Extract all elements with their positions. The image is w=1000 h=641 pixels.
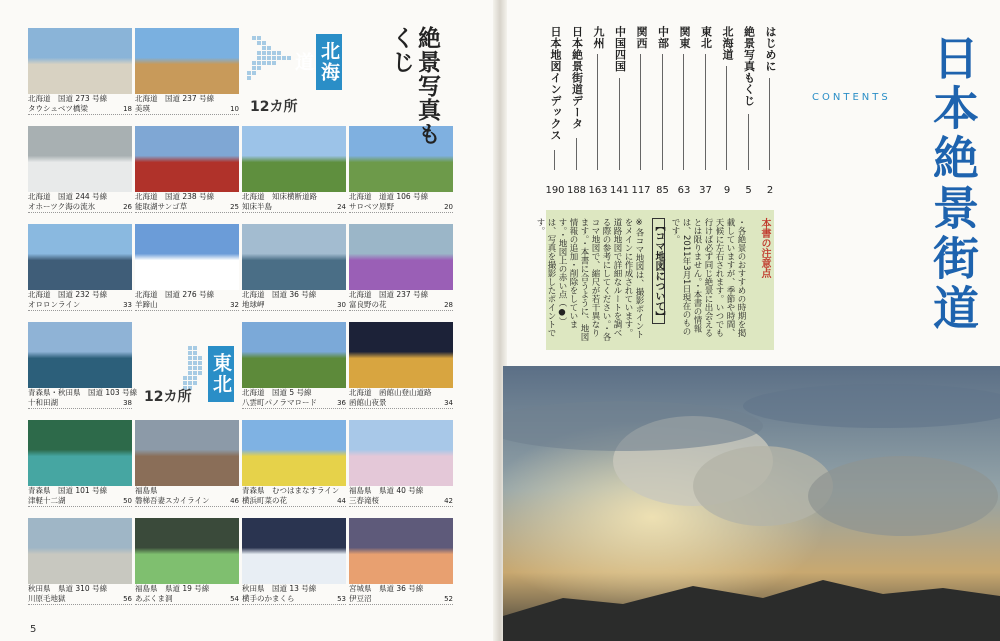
- caption-place: 磐梯吾妻スカイライン: [135, 496, 210, 505]
- caption-region-route: 福島県: [135, 486, 158, 495]
- caption-place: 地球岬: [242, 300, 265, 309]
- toc-item[interactable]: [631, 26, 651, 196]
- map-notes-heading: 【コマ地図について】: [652, 218, 665, 324]
- toc-item[interactable]: [653, 26, 673, 196]
- toc-label: 日本絶景街道データ: [570, 26, 584, 130]
- photo-tile: [349, 322, 453, 409]
- caption-place: 函館山夜景: [349, 398, 387, 407]
- photo-tile: [349, 224, 453, 311]
- toc-item[interactable]: [545, 26, 565, 196]
- caption-region-route: 北海道 国道 273 号線: [28, 94, 108, 103]
- caption-place: あぶくま洞: [135, 594, 173, 603]
- caption-place: 津軽十二湖: [28, 496, 66, 505]
- photo-thumbnail: [135, 518, 239, 584]
- toc-page-number: 141: [609, 185, 630, 196]
- toc-page-number: 5: [745, 185, 752, 196]
- toc-page-number: 188: [566, 185, 587, 196]
- photo-caption: [28, 486, 132, 507]
- notes-heading: 本書の注意点: [759, 218, 770, 278]
- region-count-hokkaido: 12カ所: [250, 99, 298, 115]
- toc-page-number: 2: [766, 185, 774, 196]
- caption-page: 46: [230, 497, 239, 505]
- page-number: 5: [30, 624, 37, 635]
- region-box-tohoku: [138, 340, 242, 432]
- caption-region-route: 北海道 国道 238 号線: [135, 192, 215, 201]
- caption-page: 56: [123, 595, 132, 603]
- caption-page: 44: [337, 497, 346, 505]
- toc-label: 北海道: [721, 26, 734, 61]
- photo-thumbnail: [242, 224, 346, 290]
- photo-caption: [242, 192, 346, 213]
- toc-item[interactable]: [588, 26, 608, 196]
- region-box-hokkaido: [242, 28, 346, 120]
- photo-caption: [135, 486, 239, 507]
- caption-page: 26: [123, 203, 132, 211]
- caption-page: 10: [230, 105, 239, 113]
- region-name-tohoku: 東北: [208, 346, 234, 402]
- toc-page-number: 117: [631, 185, 651, 196]
- toc-item[interactable]: [567, 26, 587, 196]
- caption-page: 54: [230, 595, 239, 603]
- caption-place: 三春滝桜: [349, 496, 379, 505]
- photo-caption: [135, 192, 239, 213]
- photo-tile: [28, 224, 132, 311]
- caption-page: 25: [230, 203, 239, 211]
- caption-region-route: 青森県・秋田県 国道 103 号線: [28, 388, 138, 397]
- toc-page-number: 37: [699, 185, 712, 196]
- toc-label: 関西: [635, 26, 648, 49]
- caption-page: 32: [230, 301, 239, 309]
- caption-page: 34: [444, 399, 453, 407]
- caption-place: 富良野の花: [349, 300, 387, 309]
- caption-region-route: 秋田県 県道 310 号線: [28, 584, 108, 593]
- photo-caption: [135, 290, 239, 311]
- photo-tile: [135, 126, 239, 213]
- toc-label: 九州: [592, 26, 605, 49]
- photo-thumbnail: [28, 28, 132, 94]
- toc-label: はじめに: [764, 26, 777, 72]
- toc-leader-line: [554, 150, 555, 170]
- photo-caption: [242, 388, 346, 409]
- toc-leader-line: [640, 54, 641, 170]
- photo-thumbnail: [349, 518, 453, 584]
- caption-region-route: 福島県 県道 40 号線: [349, 486, 424, 495]
- toc-page-number: 85: [656, 185, 669, 196]
- photo-caption: [28, 290, 132, 311]
- caption-page: 42: [444, 497, 453, 505]
- caption-place: 川原毛地獄: [28, 594, 66, 603]
- photo-tile: [28, 420, 132, 507]
- photo-tile: [242, 224, 346, 311]
- photo-tile: [28, 126, 132, 213]
- toc-label: 中部: [656, 26, 670, 49]
- caption-region-route: 北海道 函館山登山道路: [349, 388, 432, 397]
- toc-label: 日本地図インデックス: [549, 26, 562, 141]
- caption-page: 52: [444, 595, 453, 603]
- photo-tile: [135, 420, 239, 507]
- notes-body-1: ・各絶景のおすすめの時期を掲載していますが、季節や時間、天候に左右されます。いつでも行けば必ず同じ絶景に出会えるとは限りません。・本書の情報は、2011年3月1日現在のものです。: [670, 218, 746, 337]
- caption-page: 30: [337, 301, 346, 309]
- caption-place: オロロンライン: [28, 300, 81, 309]
- caption-region-route: 北海道 国道 232 号線: [28, 290, 108, 299]
- photo-tile: [28, 28, 132, 115]
- caption-page: 20: [444, 203, 453, 211]
- toc-item[interactable]: [696, 26, 716, 196]
- caption-place: 能取湖サンゴ草: [135, 202, 188, 211]
- caption-region-route: 青森県 むつはまなすライン: [242, 486, 340, 495]
- caption-place: 横浜町菜の花: [242, 496, 287, 505]
- caption-region-route: 北海道 国道 5 号線: [242, 388, 312, 397]
- caption-page: 28: [444, 301, 453, 309]
- toc-label: 関東: [678, 26, 691, 49]
- caption-region-route: 北海道 知床横断道路: [242, 192, 317, 201]
- caption-page: 50: [123, 497, 132, 505]
- toc-item[interactable]: [760, 26, 780, 196]
- photo-caption: [349, 290, 453, 311]
- photo-caption: [242, 290, 346, 311]
- photo-tile: [28, 518, 132, 605]
- toc-leader-line: [705, 54, 706, 170]
- photo-tile: [349, 420, 453, 507]
- photo-caption: [349, 486, 453, 507]
- region-count-tohoku: 12カ所: [144, 389, 192, 405]
- caption-page: 53: [337, 595, 346, 603]
- notes-body-2: ※各コマ地図は、撮影ポイントをメインに作成されています。道路地図で詳細なルートを調べる際の参考にしてください。・各コマ地図で、縮尺が若干異なります。・本書に合うように、地図情報の追加・削除をしています。・地図上の赤い点（●）は、写真を撮影したポイントです。: [535, 218, 644, 342]
- photo-caption: [349, 388, 453, 409]
- toc-page-number: 163: [588, 185, 608, 196]
- photo-thumbnail: [349, 322, 453, 388]
- caption-region-route: 北海道 道道 106 号線: [349, 192, 429, 201]
- region-name-hokkaido: 北海道: [316, 34, 342, 90]
- sunset-photo: [503, 366, 1000, 641]
- photo-tile: [242, 420, 346, 507]
- photo-caption: [135, 584, 239, 605]
- toc-label: 中国四国: [613, 26, 627, 72]
- notes-box: [535, 210, 774, 350]
- toc-leader-line: [769, 78, 770, 170]
- photo-thumbnail: [242, 126, 346, 192]
- caption-place: オホーツク海の流氷: [28, 202, 96, 211]
- caption-page: 24: [337, 203, 346, 211]
- caption-region-route: 北海道 国道 237 号線: [349, 290, 429, 299]
- caption-place: サロベツ原野: [349, 202, 394, 211]
- photo-tile: [242, 518, 346, 605]
- caption-region-route: 北海道 国道 276 号線: [135, 290, 215, 299]
- toc-leader-line: [662, 54, 663, 170]
- caption-place: 十和田湖: [28, 398, 58, 407]
- photo-caption: [28, 192, 132, 213]
- photo-tile: [135, 224, 239, 311]
- caption-page: 36: [337, 399, 346, 407]
- caption-place: 伊豆沼: [349, 594, 372, 603]
- photo-thumbnail: [135, 126, 239, 192]
- caption-region-route: 北海道 国道 36 号線: [242, 290, 317, 299]
- photo-thumbnail: [349, 224, 453, 290]
- caption-region-route: 青森県 国道 101 号線: [28, 486, 108, 495]
- caption-place: 羊蹄山: [135, 300, 158, 309]
- photo-caption: [28, 388, 138, 409]
- book-title: 日本絶景街道: [926, 34, 980, 334]
- photo-caption: [242, 486, 346, 507]
- photo-caption: [28, 584, 132, 605]
- photo-tile: [349, 518, 453, 605]
- toc-leader-line: [619, 78, 620, 170]
- photo-tile: [28, 322, 138, 409]
- toc-item[interactable]: [610, 26, 630, 196]
- photo-thumbnail: [28, 224, 132, 290]
- caption-region-route: 北海道 国道 237 号線: [135, 94, 215, 103]
- photo-caption: [28, 94, 132, 115]
- caption-place: 知床半島: [242, 202, 272, 211]
- toc-page-number: 190: [545, 185, 565, 196]
- photo-thumbnail: [135, 224, 239, 290]
- photo-thumbnail: [28, 518, 132, 584]
- caption-region-route: 宮城県 県道 36 号線: [349, 584, 424, 593]
- toc-label: 東北: [699, 26, 713, 49]
- toc-page-number: 63: [677, 185, 691, 196]
- toc-leader-line: [726, 66, 727, 170]
- caption-page: 33: [123, 301, 132, 309]
- photo-tile: [135, 518, 239, 605]
- caption-place: 横手のかまくら: [242, 594, 295, 603]
- caption-page: 18: [123, 105, 132, 113]
- photo-thumbnail: [349, 420, 453, 486]
- toc-leader-line: [748, 114, 749, 170]
- caption-region-route: 福島県 県道 19 号線: [135, 584, 210, 593]
- page-title: 絶景写真もくじ: [388, 26, 440, 146]
- contents-label: CONTENTS: [812, 92, 891, 103]
- photo-thumbnail: [242, 420, 346, 486]
- notes-col-1: [746, 218, 770, 342]
- caption-page: 38: [123, 399, 132, 407]
- toc-item[interactable]: [739, 26, 759, 196]
- photo-thumbnail: [28, 420, 132, 486]
- toc-item[interactable]: [717, 26, 737, 196]
- photo-thumbnail: [242, 322, 346, 388]
- photo-thumbnail: [135, 28, 239, 94]
- toc-item[interactable]: [674, 26, 694, 196]
- toc-leader-line: [597, 54, 598, 170]
- toc-label: 絶景写真もくじ: [742, 26, 756, 107]
- sunset-photo-image: [503, 366, 1000, 641]
- photo-tile: [135, 28, 239, 115]
- photo-caption: [349, 192, 453, 213]
- caption-place: 八雲町パノラマロード: [242, 398, 317, 407]
- toc-leader-line: [576, 138, 577, 170]
- photo-thumbnail: [28, 322, 132, 388]
- photo-caption: [242, 584, 346, 605]
- photo-tile: [242, 322, 346, 409]
- photo-thumbnail: [28, 126, 132, 192]
- caption-place: タウシュベツ橋梁: [28, 104, 88, 113]
- caption-region-route: 秋田県 国道 13 号線: [242, 584, 317, 593]
- table-of-contents: [530, 26, 777, 196]
- toc-page-number: 9: [723, 185, 731, 196]
- photo-tile: [242, 126, 346, 213]
- photo-caption: [135, 94, 239, 115]
- caption-place: 美瑛: [135, 104, 150, 113]
- toc-leader-line: [683, 54, 684, 170]
- photo-thumbnail: [242, 518, 346, 584]
- caption-region-route: 北海道 国道 244 号線: [28, 192, 108, 201]
- photo-caption: [349, 584, 453, 605]
- notes-col-2: [646, 218, 664, 342]
